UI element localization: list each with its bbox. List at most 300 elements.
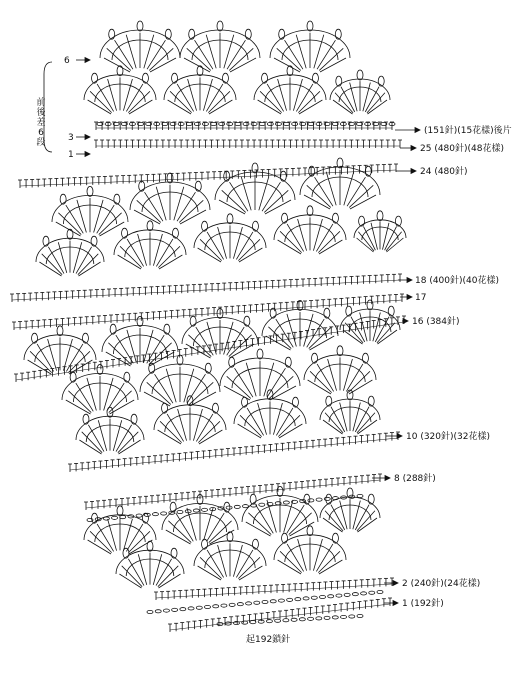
picot-leaf <box>250 494 256 504</box>
picot-leaf <box>279 29 285 39</box>
shell-stitch <box>259 177 269 211</box>
chain-stitch <box>235 122 241 125</box>
chain-stitch <box>316 122 322 125</box>
shell-stitch <box>122 566 142 587</box>
chain-stitch <box>336 594 342 597</box>
shell-stitch <box>278 240 301 254</box>
shell-stitch <box>218 545 227 577</box>
chain-stitch <box>324 616 330 619</box>
chain-stitch <box>324 122 330 125</box>
chain-stitch <box>270 600 276 603</box>
shell-stitch <box>298 91 320 112</box>
row-label-18: 18 (400針)(40花樣) <box>415 276 499 286</box>
chain-stitch <box>250 621 256 624</box>
shell-stitch <box>365 87 379 112</box>
shell-stitch <box>341 87 355 112</box>
shell-stitch <box>357 511 375 531</box>
chain-stitch <box>303 597 309 600</box>
picot-leaf <box>242 397 248 407</box>
chain-stitch <box>291 618 297 621</box>
picot-leaf <box>110 324 116 334</box>
chain-stitch <box>193 509 199 512</box>
chain-stitch <box>152 513 158 516</box>
shell-stitch <box>331 407 345 432</box>
shell-stitch <box>123 79 132 111</box>
shell-stitch <box>326 172 336 206</box>
shell-stitch <box>42 254 62 275</box>
label-arrow-head <box>393 601 398 606</box>
shell-stitch <box>314 35 324 69</box>
picot-leaf <box>312 73 318 83</box>
chain-stitch <box>324 497 330 500</box>
shell-stitch <box>385 226 397 250</box>
shell-stitch <box>100 222 125 236</box>
picot-leaf <box>170 502 176 512</box>
picot-leaf <box>332 213 338 223</box>
chain-stitch <box>243 122 249 125</box>
chain-stitch <box>352 593 358 596</box>
chain-stitch <box>242 621 248 624</box>
shell-stitch <box>129 540 152 554</box>
picot-leaf <box>292 397 298 407</box>
chain-stitch <box>258 620 264 623</box>
shell-stitch <box>318 551 340 572</box>
shell-stitch <box>320 58 346 72</box>
picot-leaf <box>202 539 208 549</box>
picot-leaf <box>326 494 332 504</box>
shell-stitch <box>239 248 262 262</box>
chain-stitch <box>202 508 208 511</box>
row-label-24: 24 (480針) <box>420 167 468 177</box>
chain-stitch <box>308 122 314 125</box>
chain-stitch <box>308 499 314 502</box>
chain-stitch <box>161 512 167 515</box>
picot-leaf <box>190 316 196 326</box>
shell-stitch <box>138 554 146 585</box>
shell-stitch <box>198 248 221 262</box>
shell-stitch <box>134 210 160 224</box>
shell-stitch <box>138 234 147 266</box>
label-arrow-head <box>403 319 408 324</box>
picot-leaf <box>368 396 374 406</box>
shell-stitch <box>355 407 369 432</box>
chain-stitch <box>275 619 281 622</box>
chain-stitch <box>178 122 184 125</box>
shell-stitch <box>318 231 340 252</box>
shell-stitch <box>90 91 112 112</box>
shell-stitch <box>219 200 245 214</box>
row-label-25: 25 (480針)(48花樣) <box>420 144 504 154</box>
chain-stitch <box>242 505 248 508</box>
chain-stitch <box>186 122 192 125</box>
shell-stitch <box>78 254 98 275</box>
label-arrow-head <box>85 152 90 157</box>
chain-stitch <box>316 617 322 620</box>
shell-stitch <box>127 330 136 363</box>
stitch-bands <box>10 122 406 632</box>
chain-stitch <box>246 602 252 605</box>
picot-leaf <box>335 29 341 39</box>
label-arrow-head <box>411 146 416 151</box>
shell-stitch <box>144 330 153 363</box>
picot-leaf <box>97 364 103 374</box>
picot-leaf <box>123 548 129 558</box>
shell-stitch <box>319 560 342 574</box>
label-arrow-head <box>85 135 90 140</box>
shell-stitch <box>208 91 230 112</box>
picot-leaf <box>202 221 208 231</box>
chain-stitch <box>278 599 284 602</box>
chain-stitch <box>202 122 208 125</box>
shell-stitch <box>310 336 335 350</box>
shell-stitch <box>118 432 138 453</box>
chain-stitch <box>344 593 350 596</box>
picot-leaf <box>368 494 374 504</box>
shell-stitch <box>233 227 242 259</box>
shell-stitch <box>28 360 51 374</box>
shell-stitch <box>30 351 52 372</box>
picot-leaf <box>367 300 373 310</box>
chain-stitch <box>112 516 118 519</box>
chain-stitch <box>194 122 200 125</box>
shell-stitch <box>353 403 360 432</box>
picot-leaf <box>83 414 89 424</box>
shell-stitch <box>56 222 81 236</box>
shell-stitch <box>265 200 291 214</box>
left-row-label-3: 3 <box>68 133 74 143</box>
picot-leaf <box>162 403 168 413</box>
shell-stitch <box>198 421 220 442</box>
shell-stitch <box>278 79 287 111</box>
picot-leaf <box>297 300 303 310</box>
picot-leaf <box>388 306 394 316</box>
chain-stitch <box>155 610 161 613</box>
shell-stitch <box>118 255 141 269</box>
shell-stitch <box>313 219 322 251</box>
picot-leaf <box>142 73 148 83</box>
shell-stitch <box>158 246 180 267</box>
picot-leaf <box>139 181 145 191</box>
label-arrow-head <box>411 169 416 174</box>
shell-stitch <box>123 519 132 551</box>
shell-stitch <box>345 323 363 343</box>
shell-stitch <box>367 93 385 113</box>
shell-stitch <box>218 227 227 259</box>
shell-stitch <box>284 500 293 533</box>
shell-stitch <box>73 242 81 273</box>
shell-stitch <box>375 317 389 342</box>
left-row-label-6: 6 <box>64 56 70 66</box>
picot-leaf <box>244 316 250 326</box>
shell-stitch <box>203 79 212 111</box>
chain-stitch <box>147 610 153 613</box>
chain-stitch <box>308 617 314 620</box>
shell-stitch <box>88 540 111 554</box>
shell-stitch <box>170 91 192 112</box>
picot-leaf <box>195 181 201 191</box>
picot-leaf <box>60 194 66 204</box>
shell-stitch <box>200 239 222 260</box>
shell-stitch <box>325 413 343 433</box>
picot-leaf <box>227 214 233 224</box>
shell-stitch <box>128 91 150 112</box>
shell-stitch <box>106 352 131 366</box>
picot-leaf <box>70 372 76 382</box>
shell-stitch <box>158 430 181 444</box>
picot-leaf <box>359 216 365 226</box>
chain-stitch <box>262 600 268 603</box>
picot-leaf <box>165 29 171 39</box>
shell-stitch <box>296 35 306 69</box>
label-arrow-head <box>385 476 390 481</box>
picot-leaf <box>252 221 258 231</box>
row-label-2: 2 (240針)(24花樣) <box>402 579 481 589</box>
shell-stitch <box>350 195 376 209</box>
chain-stitch <box>170 122 176 125</box>
picot-leaf <box>252 539 258 549</box>
picot-leaf <box>357 70 363 80</box>
picot-leaf <box>172 73 178 83</box>
shell-stitch <box>98 420 106 451</box>
shell-stitch <box>178 409 187 441</box>
shell-stitch <box>360 313 367 342</box>
shell-stitch <box>350 83 357 112</box>
chain-stitch <box>163 609 169 612</box>
shell-stitch <box>357 413 375 433</box>
shell-stitch <box>58 242 66 273</box>
shell-stitch <box>188 79 197 111</box>
shell-stitch <box>77 200 86 233</box>
picot-leaf <box>57 326 63 336</box>
chain-stitch <box>211 122 217 125</box>
shell-stitch <box>90 531 112 552</box>
row-label-8: 8 (288針) <box>394 474 436 484</box>
chain-stitch <box>219 122 225 125</box>
chain-stitch <box>283 501 289 504</box>
shell-stitch <box>206 35 216 69</box>
picot-leaf <box>189 29 195 39</box>
chain-stitch <box>259 503 265 506</box>
shell-stitch <box>313 539 322 571</box>
shell-stitch <box>129 100 152 114</box>
shell-stitch <box>88 100 111 114</box>
shell-stitch <box>308 380 331 394</box>
picot-leaf <box>124 372 130 382</box>
shell-stitch <box>344 172 354 206</box>
shell-stitch <box>200 557 222 578</box>
picot-leaf <box>378 76 384 86</box>
shell-stitch <box>166 369 176 403</box>
shell-stitch <box>287 314 296 347</box>
shell-stitch <box>48 339 57 371</box>
picot-leaf <box>307 206 313 216</box>
shell-stitch <box>233 545 242 577</box>
picot-leaf <box>167 173 173 183</box>
picot-leaf <box>307 21 313 31</box>
shell-stitch <box>230 58 256 72</box>
chain-stitch <box>357 614 363 617</box>
picot-leaf <box>197 66 203 76</box>
chain-stitch <box>234 505 240 508</box>
shell-stitch <box>108 519 117 551</box>
shell-stitch <box>353 501 360 530</box>
shell-stitch <box>278 415 300 436</box>
label-arrow-head <box>407 295 412 300</box>
picot-leaf <box>227 532 233 542</box>
chain-stitch <box>332 616 338 619</box>
shell-stitch <box>258 100 281 114</box>
label-arrow-head <box>85 58 90 63</box>
shell-stitch <box>340 501 347 530</box>
shell-stitch <box>238 239 260 260</box>
picot-leaf <box>252 163 258 173</box>
chain-stitch <box>357 494 363 497</box>
picot-leaf <box>270 308 276 318</box>
picot-leaf <box>337 346 343 356</box>
shell-stitch <box>160 421 182 442</box>
chain-stitch <box>300 122 306 125</box>
picot-leaf <box>147 541 153 551</box>
shell-stitch <box>87 378 96 411</box>
chain-stitch <box>180 608 186 611</box>
shell-stitch <box>260 91 282 112</box>
picot-leaf <box>67 229 73 239</box>
picot-leaf <box>282 533 288 543</box>
picot-leaf <box>122 228 128 238</box>
shell-stitch <box>293 79 302 111</box>
picot-leaf <box>92 73 98 83</box>
shell-stitch <box>186 344 211 358</box>
chain-stitch <box>361 592 367 595</box>
picot-leaf <box>312 353 318 363</box>
shell-stitch <box>193 409 202 441</box>
shell-stitch <box>355 505 369 530</box>
shell-stitch <box>310 371 332 392</box>
picot-leaf <box>326 396 332 406</box>
shell-stitch <box>335 93 353 113</box>
picot-leaf <box>395 216 401 226</box>
shell-stitch <box>158 566 178 587</box>
shell-stitch <box>180 210 206 224</box>
shell-stitch <box>298 219 307 251</box>
shell-stitch <box>168 100 191 114</box>
shell-stitch <box>190 392 216 406</box>
shell-stitch <box>126 35 136 69</box>
picot-leaf <box>87 186 93 196</box>
shell-stitch <box>239 566 262 580</box>
shell-stitch <box>150 58 176 72</box>
row-label-10: 10 (320針)(32花樣) <box>406 432 490 442</box>
shell-stitch <box>156 187 166 221</box>
row-label-17: 17 <box>415 293 427 303</box>
picot-leaf <box>147 221 153 231</box>
chain-stitch <box>267 122 273 125</box>
picot-leaf <box>171 548 177 558</box>
shell-stitch <box>331 505 345 530</box>
chain-stitch <box>284 122 290 125</box>
starting-chain-label: 起192鎖針 <box>246 635 291 645</box>
shell-stitch <box>278 560 301 574</box>
chain-stitch <box>320 595 326 598</box>
chain-stitch <box>188 607 194 610</box>
picot-leaf <box>137 316 143 326</box>
shell-stitch <box>267 500 276 533</box>
chain-stitch <box>299 618 305 621</box>
shell-stitch <box>153 554 161 585</box>
picot-leaf <box>82 333 88 343</box>
shell-stitch <box>238 424 261 438</box>
label-arrow-head <box>407 278 412 283</box>
shell-stitch <box>273 403 282 435</box>
chain-stitch <box>254 601 260 604</box>
chain-stitch <box>229 603 235 606</box>
shell-stitch <box>238 557 260 578</box>
shell-stitch <box>113 420 121 451</box>
label-arrow-head <box>393 581 398 586</box>
shell-stitch <box>128 531 150 552</box>
chain-stitch <box>316 498 322 501</box>
label-arrow-head <box>415 128 420 133</box>
chain-stitch <box>295 598 301 601</box>
shell-stitch <box>174 187 184 221</box>
chain-stitch <box>237 603 243 606</box>
picot-leaf <box>362 353 368 363</box>
picot-leaf <box>332 533 338 543</box>
shell-stitch <box>258 403 267 435</box>
shell-stitch <box>266 336 291 350</box>
picot-leaf <box>280 171 286 181</box>
row-label-16: 16 (384針) <box>412 317 460 327</box>
shell-stitch <box>198 566 221 580</box>
shell-stitch <box>280 231 302 252</box>
chain-stitch <box>377 590 383 593</box>
chain-stitch <box>136 514 142 517</box>
chain-stitch <box>205 605 211 608</box>
shell-stitch <box>363 226 375 250</box>
picot-leaf <box>222 73 228 83</box>
chain-stitch <box>221 604 227 607</box>
picot-leaf <box>224 502 230 512</box>
shell-stitch <box>328 359 337 391</box>
chain-stitch <box>275 122 281 125</box>
chain-stitch <box>213 605 219 608</box>
left-row-label-1: 1 <box>68 150 74 160</box>
picot-leaf <box>282 213 288 223</box>
shell-stitch <box>108 79 117 111</box>
picot-leaf <box>307 526 313 536</box>
shell-stitch <box>298 539 307 571</box>
shell-stitch <box>280 551 302 572</box>
chain-stitch <box>311 596 317 599</box>
picot-leaf <box>229 357 235 367</box>
shell-stitch <box>66 400 91 414</box>
shell-stitch <box>94 200 103 233</box>
shell-stitch <box>204 508 213 541</box>
chain-stitch <box>226 506 232 509</box>
chain-stitch <box>328 595 334 598</box>
picot-leaf <box>142 513 148 523</box>
shell-stitch <box>187 508 196 541</box>
shell-stitch <box>166 530 191 544</box>
chain-stitch <box>283 619 289 622</box>
shell-stitch <box>279 424 302 438</box>
shell-stitch <box>246 363 256 397</box>
shell-stitch <box>159 255 182 269</box>
shell-stitch <box>340 403 347 432</box>
picot-leaf <box>346 306 352 316</box>
shell-stitch <box>153 234 162 266</box>
chain-stitch <box>341 615 347 618</box>
